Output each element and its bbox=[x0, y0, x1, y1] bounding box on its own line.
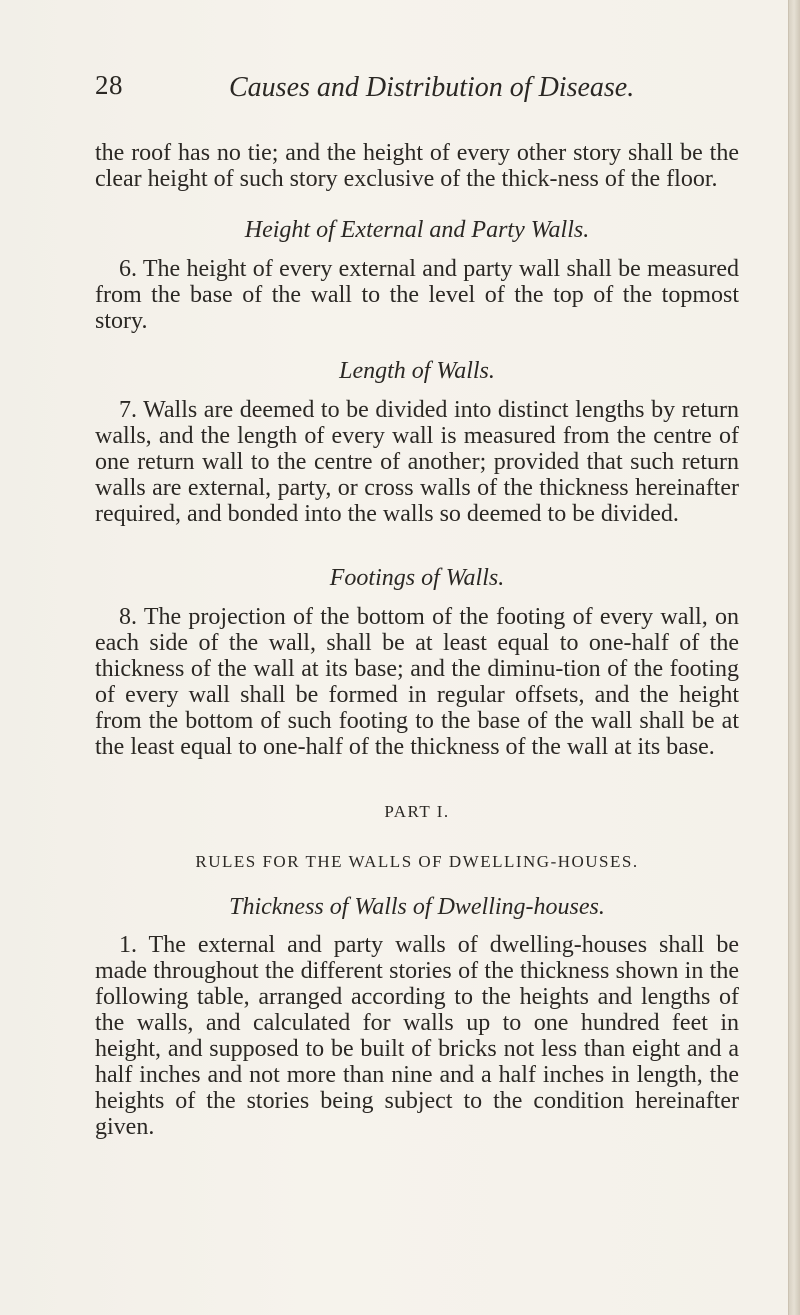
page-body bbox=[95, 140, 739, 1140]
length-heading: Length of Walls. bbox=[339, 358, 495, 384]
page-header bbox=[95, 70, 735, 115]
height-heading: Height of External and Party Walls. bbox=[244, 217, 590, 243]
page-number: 28 bbox=[95, 70, 123, 100]
length-paragraph: 7. Walls are deemed to be divided into distinct lengths by return walls, and the length of every wall is measured from the centre of one return wall to the centre of another; provided that such return walls are external, party, or cross walls of the thickness hereinafter required, and bonded into the walls so deemed to be divided. bbox=[95, 397, 739, 527]
rules-heading: RULES FOR THE WALLS OF DWELLING-HOUSES. bbox=[195, 852, 639, 871]
footings-heading: Footings of Walls. bbox=[329, 565, 505, 591]
part-heading: PART I. bbox=[384, 802, 450, 821]
thickness-paragraph: 1. The external and party walls of dwelling-houses shall be made throughout the different stories of the thickness shown in the following table, arranged according to the heights and lengths of the walls, and calculated for walls up to one hundred feet in height, and supposed to be built of bricks not less than eight and a half inches and not more than nine and a half inches in length, the heights of the stories being subject to the condition hereinafter given. bbox=[95, 932, 739, 1140]
page-edge-shadow bbox=[788, 0, 800, 1315]
intro-paragraph: the roof has no tie; and the height of every other story shall be the clear height of such story exclusive of the thick-ness of the floor. bbox=[95, 140, 739, 192]
thickness-heading: Thickness of Walls of Dwelling-houses. bbox=[229, 894, 605, 920]
running-title: Causes and Distribution of Disease. bbox=[229, 72, 635, 103]
footings-paragraph: 8. The projection of the bottom of the footing of every wall, on each side of the wall, shall be at least equal to one-half of the thickness of the wall at its base; and the diminu-tion of the footing of every wall shall be formed in regular offsets, and the height from the bottom of such footing to the base of the wall shall be at the least equal to one-half of the thickness of the wall at its base. bbox=[95, 604, 739, 760]
height-paragraph: 6. The height of every external and party wall shall be measured from the base of the wall to the level of the top of the topmost story. bbox=[95, 256, 739, 334]
